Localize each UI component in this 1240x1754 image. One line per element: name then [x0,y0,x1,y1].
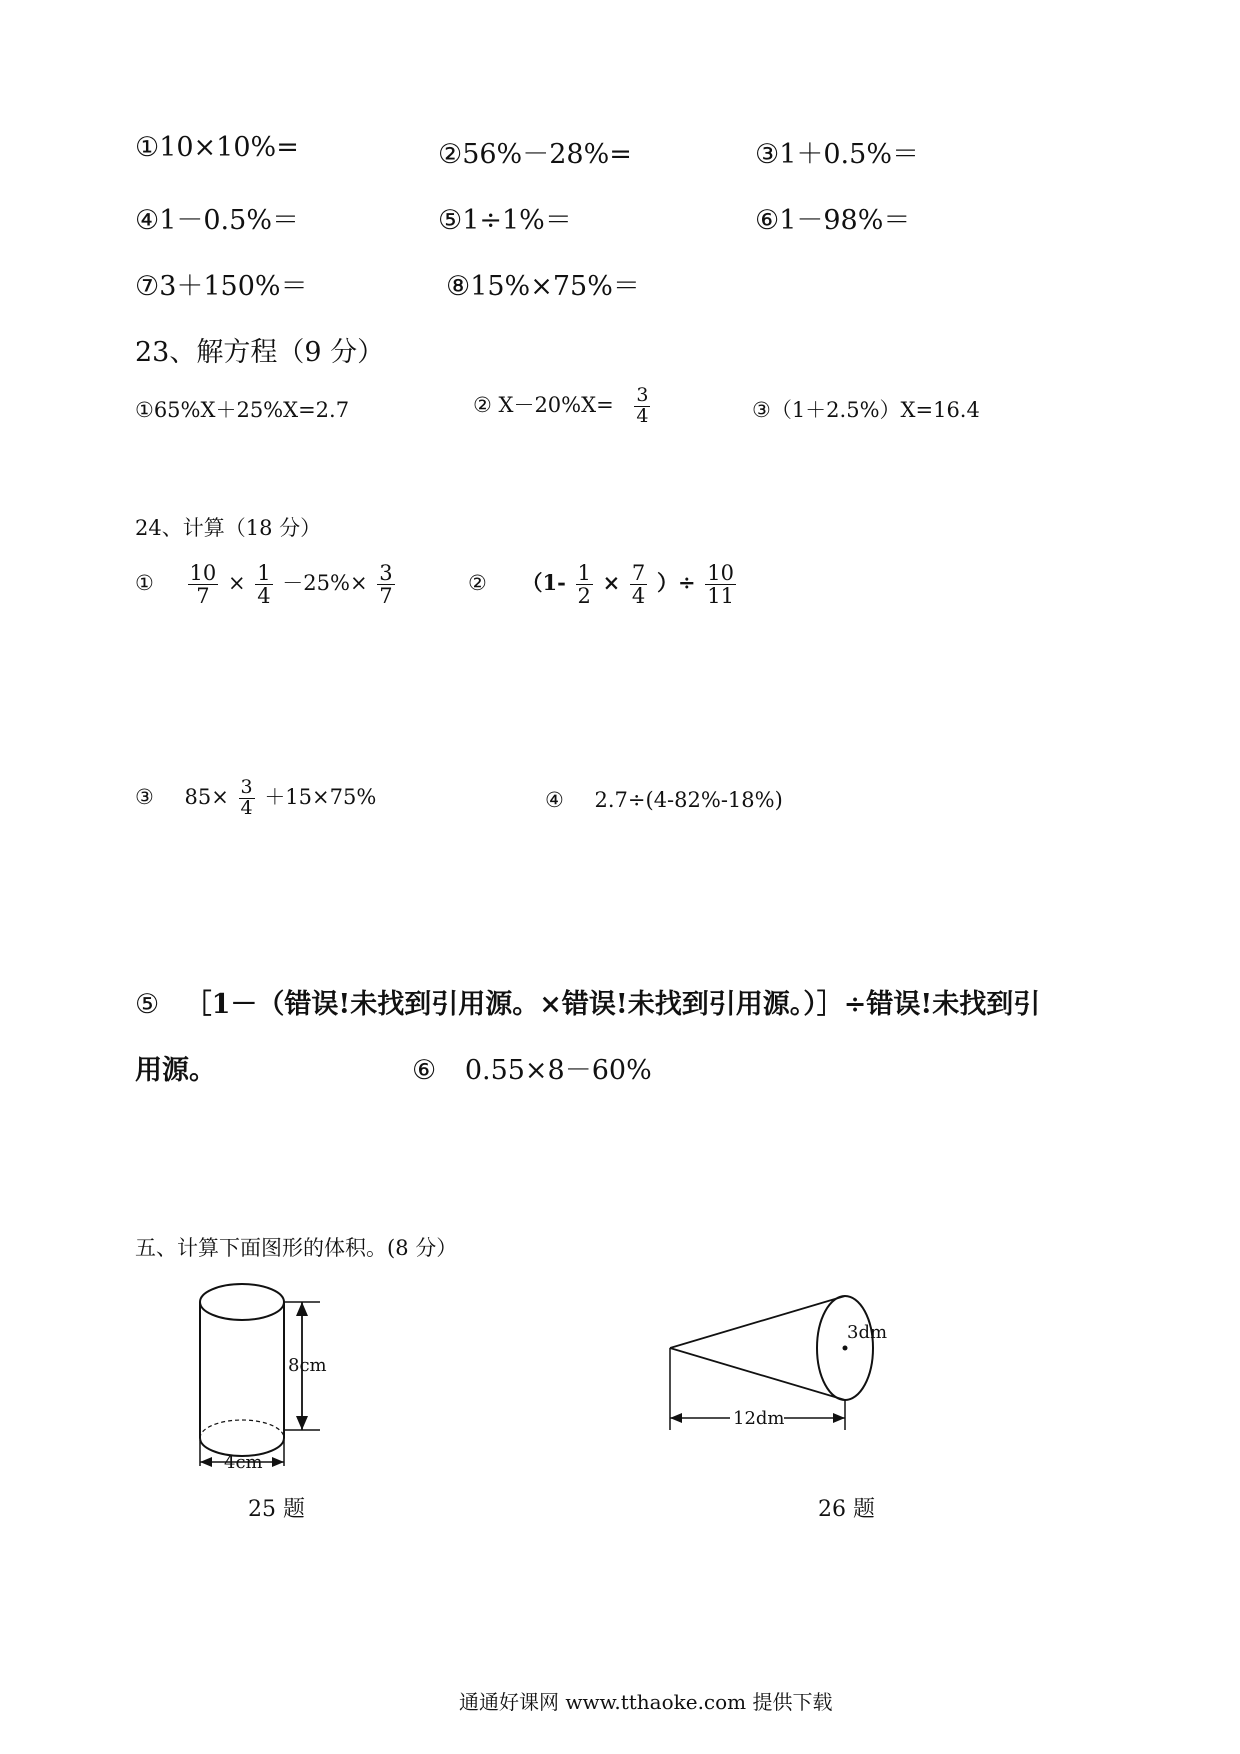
cylinder-top [200,1284,284,1320]
denominator: 11 [707,584,734,609]
q24-problem-5-line-2: 用源。 [135,1055,216,1086]
cylinder-bottom-back [200,1420,284,1438]
expression-line-1: ［1－（错误!未找到引用源。×错误!未找到引用源。）］÷错误!未找到引 [184,989,1041,1020]
figure-25-caption: 25 题 [248,1497,305,1522]
q23-equation-2-prefix: ② X－20%X= [473,392,614,417]
q23-equation-2 [473,386,653,427]
expression: 2.7÷(4-82%-18%) [594,788,783,812]
fraction [377,562,394,607]
footer-text: 通通好课网 www.tthaoke.com 提供下载 [459,1690,833,1714]
cone-lower-edge [670,1348,845,1400]
fraction [576,562,593,607]
denominator: 4 [257,584,271,609]
numerator: 7 [631,561,646,585]
q23-equation-3: ③（1＋2.5%）X=16.4 [752,398,980,422]
denominator: 4 [240,796,253,819]
numerator: 3 [379,561,393,585]
q24-title: 24、计算（18 分） [135,516,322,540]
denominator: 4 [636,404,649,427]
arrow-down-icon [296,1416,308,1430]
base-center-point [843,1346,848,1351]
problem-marker: ⑤ [135,989,160,1020]
numerator: 10 [189,561,217,585]
expression: 0.55×8－60% [464,1055,652,1086]
expression-close: ）÷ [656,570,696,596]
problem-marker: ① [135,571,154,596]
arrow-left-icon [200,1457,212,1467]
quick-calc-6: ⑥1－98%＝ [755,205,911,236]
length-label: 12dm [733,1408,785,1429]
q24-problem-6 [412,1048,652,1087]
cylinder-figure [180,1270,370,1480]
problem-marker: ⑥ [412,1055,437,1086]
fraction [630,562,647,607]
section-5-title: 五、计算下面图形的体积。(8 分） [135,1236,458,1260]
radius-label: 3dm [847,1322,888,1343]
problem-marker: ② [468,571,487,596]
q23-title: 23、解方程（9 分） [135,337,385,368]
denominator: 7 [196,584,210,609]
expression-suffix: ＋15×75% [264,784,377,809]
expression-middle: －25%× [282,571,368,596]
problem-marker: ③ [135,784,154,809]
height-label: 8cm [288,1355,327,1376]
arrow-left-icon [670,1413,682,1423]
quick-calc-1: ①10×10%= [135,132,299,163]
denominator: 2 [577,584,591,609]
cone-figure [660,1290,900,1450]
fraction [255,562,272,607]
fraction [705,562,736,607]
q24-problem-2 [468,562,739,607]
quick-calc-4: ④1－0.5%＝ [135,205,299,236]
q24-problem-1 [135,562,398,607]
q24-problem-3 [135,778,376,819]
denominator: 4 [631,584,646,609]
quick-calc-7: ⑦3＋150%＝ [135,271,308,302]
fraction [188,562,219,607]
expression-prefix: 85× [184,784,229,809]
fraction [634,386,650,427]
fraction [239,778,255,819]
q24-problem-5 [135,982,1040,1021]
operator: × [602,570,621,596]
arrow-right-icon [833,1413,845,1423]
q23-equation-1: ①65%X＋25%X=2.7 [135,398,350,422]
figure-26-caption: 26 题 [818,1497,875,1522]
denominator: 7 [379,584,393,609]
diameter-label: 4cm [224,1452,263,1473]
operator: × [227,571,246,596]
arrow-up-icon [296,1302,308,1316]
quick-calc-2: ②56%－28%= [438,139,632,170]
numerator: 1 [577,561,591,585]
q24-problem-4 [545,788,783,812]
expression-open: （1- [521,570,566,596]
quick-calc-5: ⑤1÷1%＝ [438,205,572,236]
numerator: 3 [636,384,649,406]
numerator: 10 [707,561,734,585]
arrow-right-icon [272,1457,284,1467]
numerator: 3 [240,776,253,798]
problem-marker: ④ [545,788,564,812]
quick-calc-8: ⑧15%×75%＝ [446,271,640,302]
cone-upper-edge [670,1296,845,1348]
numerator: 1 [257,561,271,585]
quick-calc-3: ③1＋0.5%＝ [755,139,919,170]
